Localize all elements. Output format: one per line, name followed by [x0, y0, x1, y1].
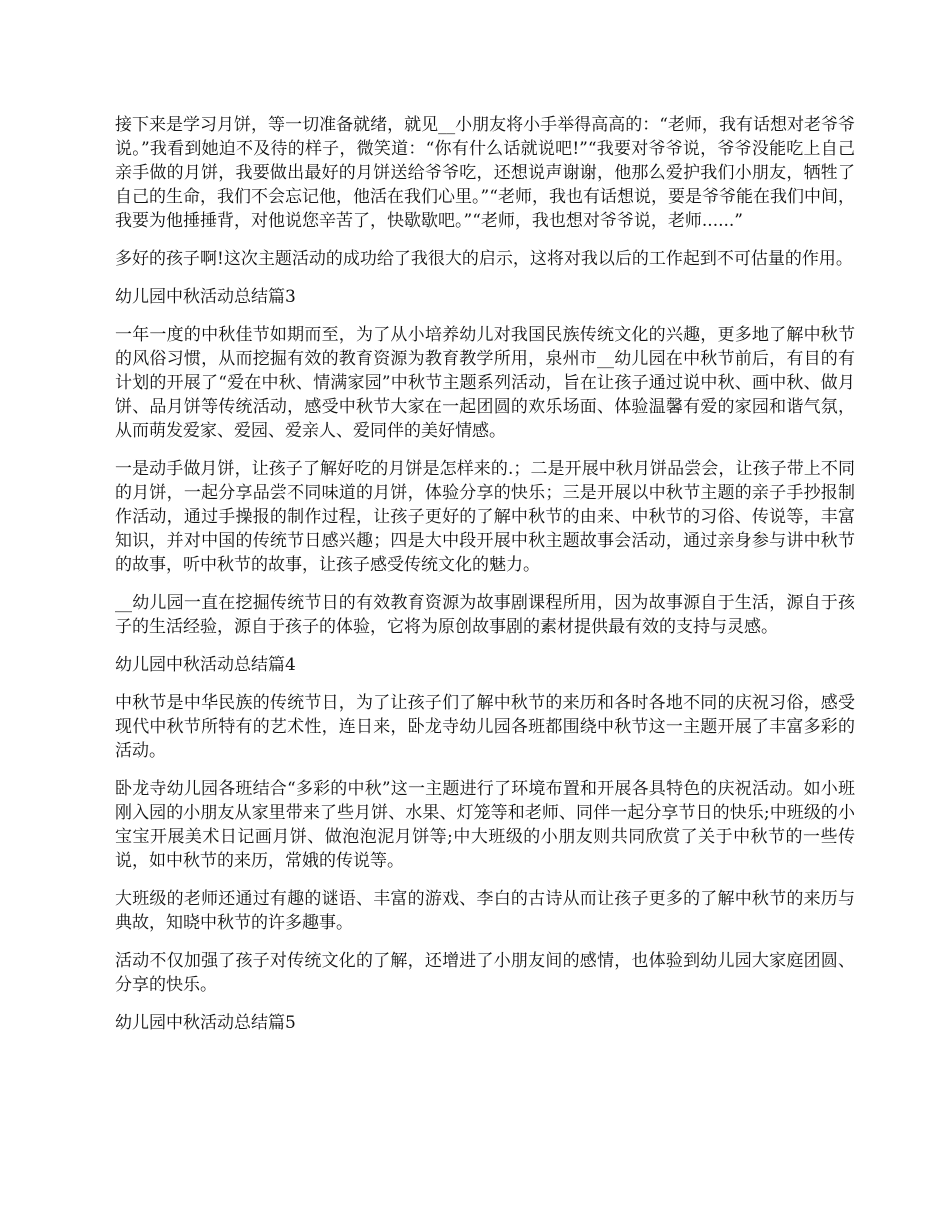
paragraph-section4-senior-class: 大班级的老师还通过有趣的谜语、丰富的游戏、李白的古诗从而让孩子更多的了解中秋节的来历与典故，知晓中秋节的许多趣事。 [115, 889, 855, 933]
paragraph-section4-classes: 卧龙寺幼儿园各班结合“多彩的中秋”这一主题进行了环境布置和开展各具特色的庆祝活动。如小班刚入园的小朋友从家里带来了些月饼、水果、灯笼等和老师、同伴一起分享节日的快乐;中班级的小宝宝开展美术日记画月饼、做泡泡泥月饼等;中大班级的小朋友则共同欣赏了关于中秋节的一些传说，如中秋节的来历，常娥的传说等。 [115, 779, 855, 871]
paragraph-section3-intro: 一年一度的中秋佳节如期而至，为了从小培养幼儿对我国民族传统文化的兴趣，更多地了解中秋节的风俗习惯，从而挖掘有效的教育资源为教育教学所用，泉州市__幼儿园在中秋节前后，有目的有计划的开展了“爱在中秋、情满家园”中秋节主题系列活动，旨在让孩子通过说中秋、画中秋、做月饼、品月饼等传统活动，感受中秋节大家在一起团圆的欢乐场面、体验温馨有爱的家园和谐气氛，从而萌发爱家、爱园、爱亲人、爱同伴的美好情感。 [115, 325, 855, 441]
document-body [115, 113, 855, 1049]
paragraph-section3-summary: __幼儿园一直在挖掘传统节日的有效教育资源为故事剧课程所用，因为故事源自于生活，源自于孩子的生活经验，源自于孩子的体验，它将为原创故事剧的素材提供最有效的支持与灵感。 [115, 593, 855, 637]
paragraph-section3-activities: 一是动手做月饼，让孩子了解好吃的月饼是怎样来的.；二是开展中秋月饼品尝会，让孩子带上不同的月饼，一起分享品尝不同味道的月饼，体验分享的快乐；三是开展以中秋节主题的亲子手抄报制作活动，通过手操报的制作过程，让孩子更好的了解中秋节的由来、中秋节的习俗、传说等，丰富知识，并对中国的传统节日感兴趣；四是大中段开展中秋主题故事会活动，通过亲身参与讲中秋节的故事，听中秋节的故事，让孩子感受传统文化的魅力。 [115, 459, 855, 575]
paragraph-letters-to-grandpa: 接下来是学习月饼，等一切准备就绪，就见__小朋友将小手举得高高的：“老师，我有话想对老爷爷说。”我看到她迫不及待的样子，微笑道：“你有什么话就说吧!”“我要对爷爷说，爷爷没能吃上自己亲手做的月饼，我要做出最好的月饼送给爷爷吃，还想说声谢谢，他那么爱护我们小朋友，牺牲了自己的生命，我们不会忘记他，他活在我们心里。”“老师，我也有话想说，要是爷爷能在我们中间，我要为他捶捶背，对他说您辛苦了，快歇歇吧。”“老师，我也想对爷爷说，老师......” [115, 115, 855, 231]
section-heading-3: 幼儿园中秋活动总结篇3 [115, 287, 296, 307]
paragraph-section4-intro: 中秋节是中华民族的传统节日，为了让孩子们了解中秋节的来历和各时各地不同的庆祝习俗，感受现代中秋节所特有的艺术性，连日来，卧龙寺幼儿园各班都围绕中秋节这一主题开展了丰富多彩的活动。 [115, 693, 855, 761]
paragraph-section4-conclusion: 活动不仅加强了孩子对传统文化的了解，还增进了小朋友间的感情，也体验到幼儿园大家庭团圆、分享的快乐。 [115, 951, 855, 995]
paragraph-reflection: 多好的孩子啊!这次主题活动的成功给了我很大的启示，这将对我以后的工作起到不可估量的作用。 [115, 249, 853, 269]
section-heading-5: 幼儿园中秋活动总结篇5 [115, 1013, 296, 1033]
section-heading-4: 幼儿园中秋活动总结篇4 [115, 655, 296, 675]
